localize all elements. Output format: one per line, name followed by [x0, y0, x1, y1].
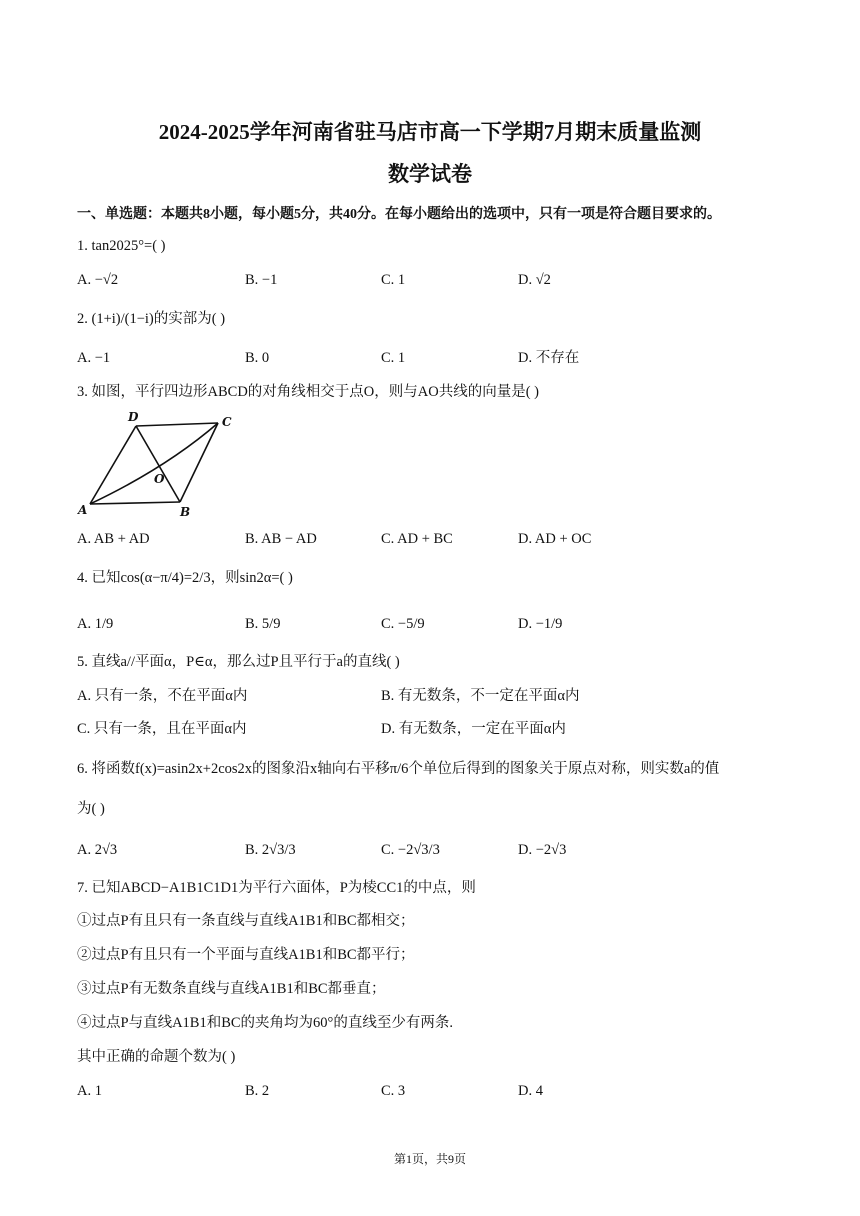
- q3-option-d: D. AD + OC: [518, 531, 592, 547]
- q2-option-b: B. 0: [245, 350, 270, 366]
- label-a: A: [78, 503, 88, 517]
- q2-option-a: A. −1: [77, 350, 111, 366]
- exam-title: 2024-2025学年河南省驻马店市高一下学期7月期末质量监测: [158, 120, 702, 144]
- q3-option-b: B. AB − AD: [245, 531, 317, 547]
- q1-option-d: D. √2: [518, 272, 551, 288]
- edge-ab: [90, 502, 180, 504]
- page-footer: 第1页，共9页: [393, 1152, 466, 1166]
- q3-option-a: A. AB + AD: [77, 531, 150, 547]
- q6-option-b: B. 2√3/3: [245, 842, 296, 858]
- q4-option-a: A. 1/9: [77, 616, 114, 632]
- q4-option-b: B. 5/9: [245, 616, 281, 632]
- q6-option-d: D. −2√3: [518, 842, 567, 858]
- parallelogram-figure: [76, 408, 246, 518]
- edge-bc: [180, 423, 218, 502]
- q5-option-d: D. 有无数条，一定在平面α内: [381, 721, 566, 737]
- q4-option-d: D. −1/9: [518, 616, 563, 632]
- q7-option-b: B. 2: [245, 1083, 270, 1099]
- q7-statement-3: ③过点P有无数条直线与直线A1B1和BC都垂直；: [77, 981, 386, 997]
- q1-option-c: C. 1: [381, 272, 406, 288]
- q5-option-c: C. 只有一条，且在平面α内: [77, 721, 247, 737]
- question-5-stem: 5. 直线a//平面α，P∈α，那么过P且平行于a的直线( ): [77, 654, 400, 670]
- question-6-stem-line1: 6. 将函数f(x)=asin2x+2cos2x的图象沿x轴向右平移π/6个单位后得到的图象关于原点对称，则实数a的值: [77, 761, 720, 777]
- section-header: 一、单选题：本题共8小题，每小题5分，共40分。在每小题给出的选项中，只有一项是符合题目要求的。: [77, 207, 721, 222]
- question-7-stem: 7. 已知ABCD−A1B1C1D1为平行六面体，P为棱CC1的中点，则: [77, 880, 476, 896]
- label-d: D: [128, 410, 139, 424]
- label-b: B: [180, 505, 191, 518]
- q7-option-c: C. 3: [381, 1083, 406, 1099]
- q7-statement-1: ①过点P有且只有一条直线与直线A1B1和BC都相交；: [77, 913, 415, 929]
- q1-option-a: A. −√2: [77, 272, 119, 288]
- q7-question: 其中正确的命题个数为( ): [77, 1049, 236, 1065]
- q1-option-b: B. −1: [245, 272, 278, 288]
- q3-option-c: C. AD + BC: [381, 531, 453, 547]
- question-2-stem: 2. (1+i)/(1−i)的实部为( ): [77, 311, 226, 327]
- q4-option-c: C. −5/9: [381, 616, 425, 632]
- edge-cd: [136, 423, 218, 426]
- question-1-stem: 1. tan2025°=( ): [77, 238, 166, 254]
- label-o: O: [154, 472, 165, 486]
- q7-option-d: D. 4: [518, 1083, 543, 1099]
- question-6-stem-line2: 为( ): [77, 801, 105, 817]
- q6-option-c: C. −2√3/3: [381, 842, 440, 858]
- q7-statement-4: ④过点P与直线A1B1和BC的夹角均为60°的直线至少有两条.: [77, 1015, 453, 1031]
- q2-option-c: C. 1: [381, 350, 406, 366]
- question-3-stem: 3. 如图，平行四边形ABCD的对角线相交于点O，则与AO共线的向量是( ): [77, 384, 539, 400]
- q5-option-a: A. 只有一条，不在平面α内: [77, 688, 248, 704]
- q6-option-a: A. 2√3: [77, 842, 118, 858]
- q7-option-a: A. 1: [77, 1083, 102, 1099]
- question-4-stem: 4. 已知cos(α−π/4)=2/3，则sin2α=( ): [77, 570, 293, 586]
- q2-option-d: D. 不存在: [518, 350, 580, 366]
- diagonal-bd: [136, 426, 180, 502]
- q5-option-b: B. 有无数条，不一定在平面α内: [381, 688, 580, 704]
- label-c: C: [222, 415, 232, 429]
- q7-statement-2: ②过点P有且只有一个平面与直线A1B1和BC都平行；: [77, 947, 415, 963]
- exam-subtitle: 数学试卷: [388, 162, 472, 186]
